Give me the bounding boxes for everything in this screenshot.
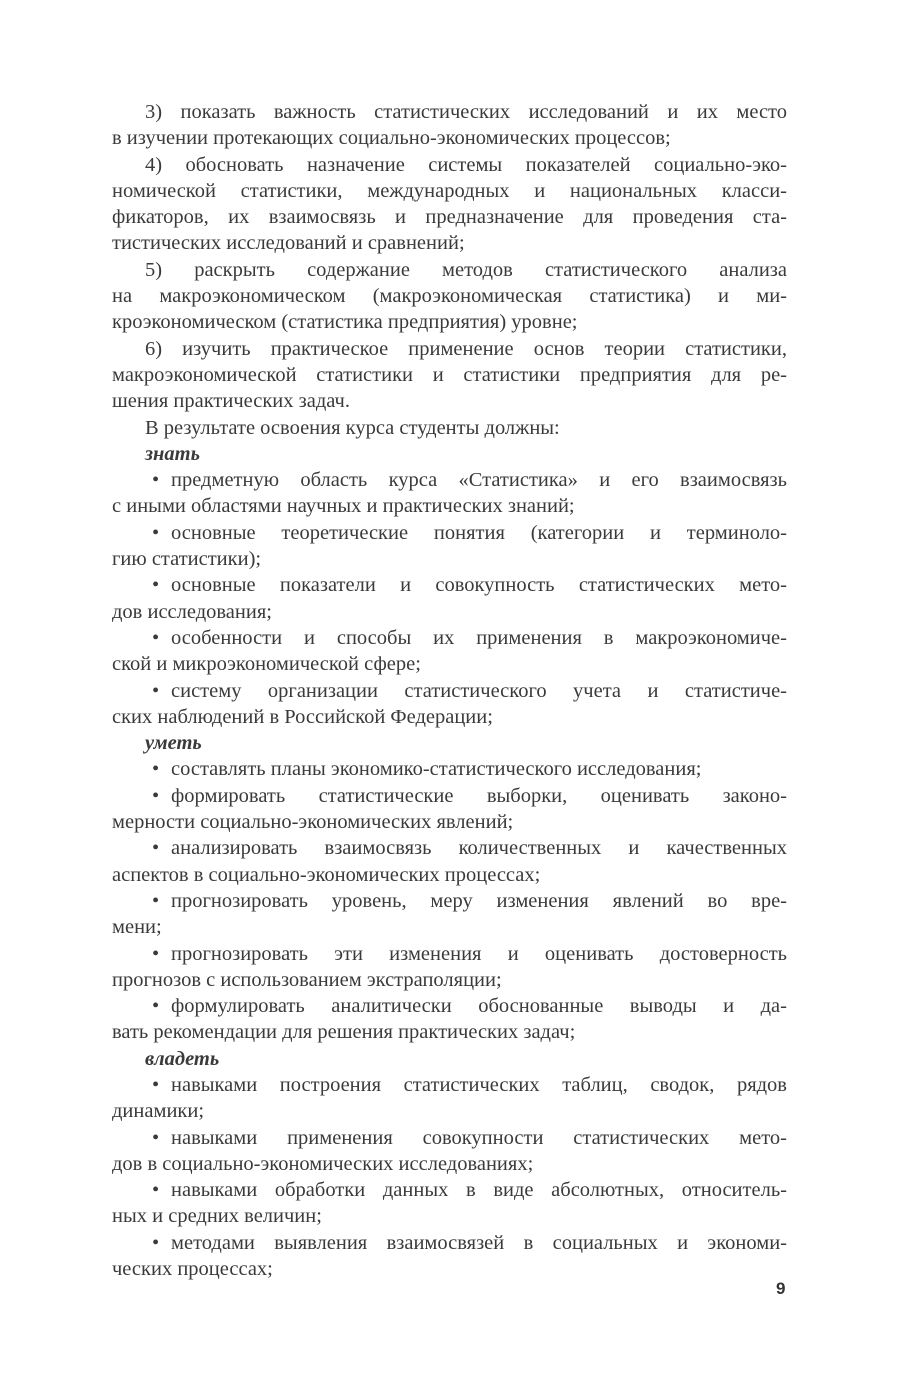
bullet-icon: • [152, 469, 160, 492]
text-line: на макроэкономическом (макроэкономическая статистика) и ми- [112, 285, 787, 308]
text-line: с иными областями научных и практических знаний; [112, 495, 575, 518]
bullet-icon: • [152, 1179, 160, 1202]
text-line [112, 941, 787, 967]
paragraph [112, 99, 787, 152]
text-line-content: формулировать аналитически обоснованные выводы и да- [171, 995, 787, 1018]
text-line: фикаторов, их взаимосвязь и предназначение для проведения ста- [112, 206, 787, 229]
bullet-icon: • [152, 521, 160, 544]
text-line-content: составлять планы экономико-статистического исследования; [171, 758, 702, 781]
text-line-content: систему организации статистического учета и статистиче- [171, 679, 787, 702]
text-line: 6) изучить практическое применение основ теории статистики, [145, 337, 787, 360]
bullet-icon: • [152, 995, 160, 1018]
text-line: 4) обосновать назначение системы показателей социально-эко- [145, 153, 787, 176]
text-line [112, 520, 787, 546]
text-line [112, 993, 787, 1019]
text-line: макроэкономической статистики и статистики предприятия для ре- [112, 363, 787, 386]
bullet-item [112, 888, 787, 941]
bullet-item [112, 1072, 787, 1125]
bullet-icon: • [152, 1126, 160, 1149]
text-line [112, 756, 787, 782]
bullet-item [112, 1177, 787, 1230]
text-line: владеть [145, 1047, 220, 1070]
paragraph [112, 336, 787, 415]
text-line-content: анализировать взаимосвязь количественных и качественных [171, 837, 787, 860]
bullet-icon: • [152, 837, 160, 860]
bullet-item [112, 783, 787, 836]
text-line: ских наблюдений в Российской Федерации; [112, 705, 493, 728]
text-line-content: навыками обработки данных в виде абсолютных, относитель- [171, 1179, 787, 1202]
section-heading [112, 730, 787, 756]
text-line: 3) показать важность статистических исследований и их место [145, 101, 787, 123]
text-line: мени; [112, 916, 162, 939]
text-line-content: предметную область курса «Статистика» и его взаимосвязь [171, 469, 787, 492]
text-line: прогнозов с использованием экстраполяции; [112, 968, 502, 991]
text-line-content: основные показатели и совокупность статистических мето- [171, 574, 787, 597]
text-line: дов в социально-экономических исследованиях; [112, 1152, 534, 1175]
text-line [112, 1230, 787, 1256]
text-line-content: методами выявления взаимосвязей в социальных и экономи- [171, 1231, 787, 1254]
text-line: знать [145, 442, 200, 465]
text-line [112, 572, 787, 598]
text-line: динамики; [112, 1100, 205, 1123]
text-line: ных и средних величин; [112, 1205, 322, 1228]
bullet-icon: • [152, 574, 160, 597]
text-line [112, 1125, 787, 1151]
text-line: гию статистики); [112, 548, 262, 571]
bullet-item [112, 756, 787, 782]
text-line [112, 888, 787, 914]
text-line [112, 835, 787, 861]
section-heading [112, 1046, 787, 1072]
text-line: ческих процессах; [112, 1258, 273, 1281]
text-line: мерности социально-экономических явлений; [112, 811, 514, 834]
text-line: в изучении протекающих социально-экономических процессов; [112, 127, 671, 150]
bullet-icon: • [152, 1231, 160, 1254]
bullet-item [112, 520, 787, 573]
text-line-content: прогнозировать эти изменения и оценивать достоверность [171, 942, 787, 965]
bullet-item [112, 572, 787, 625]
page-number: 9 [776, 1279, 786, 1298]
text-line-content: особенности и способы их применения в макроэкономиче- [171, 626, 787, 649]
text-line [112, 783, 787, 809]
text-line [112, 1072, 787, 1098]
text-line: В результате освоения курса студенты должны: [145, 416, 560, 439]
text-line [112, 1177, 787, 1203]
bullet-icon: • [152, 784, 160, 807]
bullet-icon: • [152, 889, 160, 912]
text-line [112, 467, 787, 493]
bullet-icon: • [152, 679, 160, 702]
bullet-item [112, 467, 787, 520]
text-line-content: формировать статистические выборки, оценивать законо- [171, 784, 787, 807]
text-line [112, 678, 787, 704]
text-line-content: навыками построения статистических таблиц, сводок, рядов [171, 1073, 787, 1096]
text-line: шения практических задач. [112, 390, 350, 413]
text-line-content: прогнозировать уровень, меру изменения явлений во вре- [171, 889, 787, 912]
bullet-item [112, 1230, 787, 1283]
paragraph [112, 257, 787, 336]
text-line: кроэкономическом (статистика предприятия) уровне; [112, 311, 578, 334]
text-line-content: основные теоретические понятия (категории и терминоло- [171, 521, 787, 544]
bullet-item [112, 678, 787, 731]
text-line: тистических исследований и сравнений; [112, 232, 465, 255]
section-heading [112, 441, 787, 467]
bullet-item [112, 835, 787, 888]
text-line-content: навыками применения совокупности статистических мето- [171, 1126, 787, 1149]
paragraph [112, 152, 787, 257]
paragraph [112, 415, 787, 441]
bullet-icon: • [152, 626, 160, 649]
text-line: номической статистики, международных и национальных класси- [112, 179, 787, 202]
text-line: аспектов в социально-экономических процессах; [112, 863, 541, 886]
body-text [112, 99, 787, 1282]
bullet-icon: • [152, 942, 160, 965]
text-line: дов исследования; [112, 600, 272, 623]
text-line: 5) раскрыть содержание методов статистического анализа [145, 258, 787, 281]
text-line [112, 625, 787, 651]
text-line: ской и микроэкономической сфере; [112, 653, 421, 676]
bullet-item [112, 1125, 787, 1178]
text-line: вать рекомендации для решения практических задач; [112, 1021, 576, 1044]
bullet-icon: • [152, 758, 160, 781]
bullet-item [112, 941, 787, 994]
bullet-item [112, 625, 787, 678]
bullet-item [112, 993, 787, 1046]
bullet-icon: • [152, 1073, 160, 1096]
text-line: уметь [145, 732, 202, 755]
